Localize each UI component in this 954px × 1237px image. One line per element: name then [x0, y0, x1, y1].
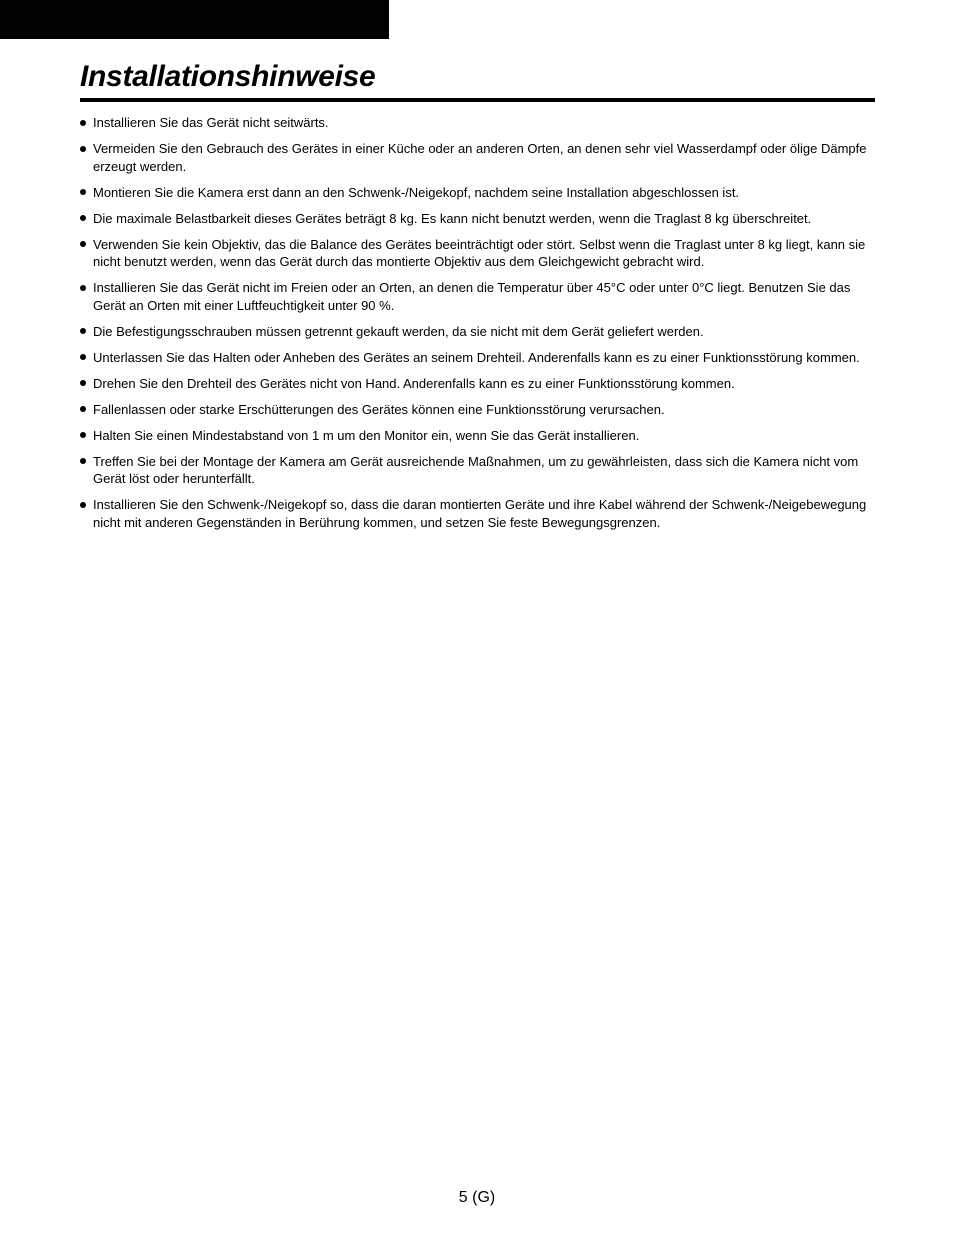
list-item: [80, 210, 875, 228]
bullet-icon: [80, 502, 86, 508]
page-number: 5 (G): [458, 1189, 496, 1206]
note-text: Installieren Sie das Gerät nicht im Freien oder an Orten, an denen die Temperatur über 45°C oder unter 0°C liegt. Benutzen Sie das Gerät an Orten mit einer Luftfeuchtigkeit unter 90 %.: [93, 280, 851, 313]
list-item: [80, 349, 875, 367]
bullet-icon: [80, 432, 86, 438]
note-text: Die Befestigungsschrauben müssen getrennt gekauft werden, da sie nicht mit dem Gerät geliefert werden.: [93, 323, 704, 339]
list-item: [80, 279, 875, 314]
list-item: [80, 236, 875, 271]
bullet-icon: [80, 241, 86, 247]
bullet-icon: [80, 120, 86, 126]
note-text: Halten Sie einen Mindestabstand von 1 m um den Monitor ein, wenn Sie das Gerät installieren.: [93, 427, 640, 443]
note-text: Installieren Sie das Gerät nicht seitwärts.: [93, 115, 329, 130]
bullet-icon: [80, 285, 86, 291]
page-title: Installationshinweise: [80, 60, 376, 93]
list-item: [80, 184, 875, 202]
note-text: Die maximale Belastbarkeit dieses Gerätes beträgt 8 kg. Es kann nicht benutzt werden, wenn die Traglast 8 kg überschreitet.: [93, 210, 812, 226]
bullet-icon: [80, 215, 86, 221]
bullet-icon: [80, 380, 86, 386]
header-product-label: Innenraum-Schwenk-/Neigekopf AW-PH400: [32, 39, 333, 55]
header-product-tab: [0, 0, 389, 55]
list-item: [80, 427, 875, 445]
note-text: Vermeiden Sie den Gebrauch des Gerätes in einer Küche oder an anderen Orten, an denen sehr viel Wasserdampf oder ölige Dämpfe erzeugt werden.: [93, 141, 867, 174]
bullet-icon: [80, 146, 86, 152]
list-item: [80, 323, 875, 341]
note-text: Unterlassen Sie das Halten oder Anheben des Gerätes an seinem Drehteil. Anderenfalls kann es zu einer Funktionsstörung kommen.: [93, 349, 860, 365]
title-underline: [80, 98, 875, 102]
list-item: [80, 496, 875, 531]
bullet-icon: [80, 354, 86, 360]
bullet-icon: [80, 458, 86, 464]
list-item: [80, 453, 875, 488]
note-text: Verwenden Sie kein Objektiv, das die Balance des Gerätes beeinträchtigt oder stört. Selbst wenn die Traglast unter 8 kg liegt, kann sie nicht benutzt werden, wenn das Gerät durch das montierte Objektiv aus dem Gleichgewicht gebracht wird.: [93, 236, 866, 269]
list-item: [80, 375, 875, 393]
installation-notes-list: [80, 114, 875, 540]
bullet-icon: [80, 406, 86, 412]
note-text: Installieren Sie den Schwenk-/Neigekopf so, dass die daran montierten Geräte und ihre Kabel während der Schwenk-/Neigebewegung nicht mit anderen Gegenständen in Berührung kommen, und setzen Sie feste Bewegungsgrenzen.: [93, 497, 867, 530]
note-text: Montieren Sie die Kamera erst dann an den Schwenk-/Neigekopf, nachdem seine Installation abgeschlossen ist.: [93, 184, 740, 200]
note-text: Fallenlassen oder starke Erschütterungen des Gerätes können eine Funktionsstörung verursachen.: [93, 401, 665, 417]
list-item: [80, 114, 875, 132]
list-item: [80, 140, 875, 175]
bullet-icon: [80, 328, 86, 334]
list-item: [80, 401, 875, 419]
bullet-icon: [80, 189, 86, 195]
note-text: Treffen Sie bei der Montage der Kamera am Gerät ausreichende Maßnahmen, um zu gewährleisten, dass sich die Kamera nicht vom Gerät löst oder herunterfällt.: [93, 453, 859, 486]
note-text: Drehen Sie den Drehteil des Gerätes nicht von Hand. Anderenfalls kann es zu einer Funktionsstörung kommen.: [93, 375, 735, 391]
